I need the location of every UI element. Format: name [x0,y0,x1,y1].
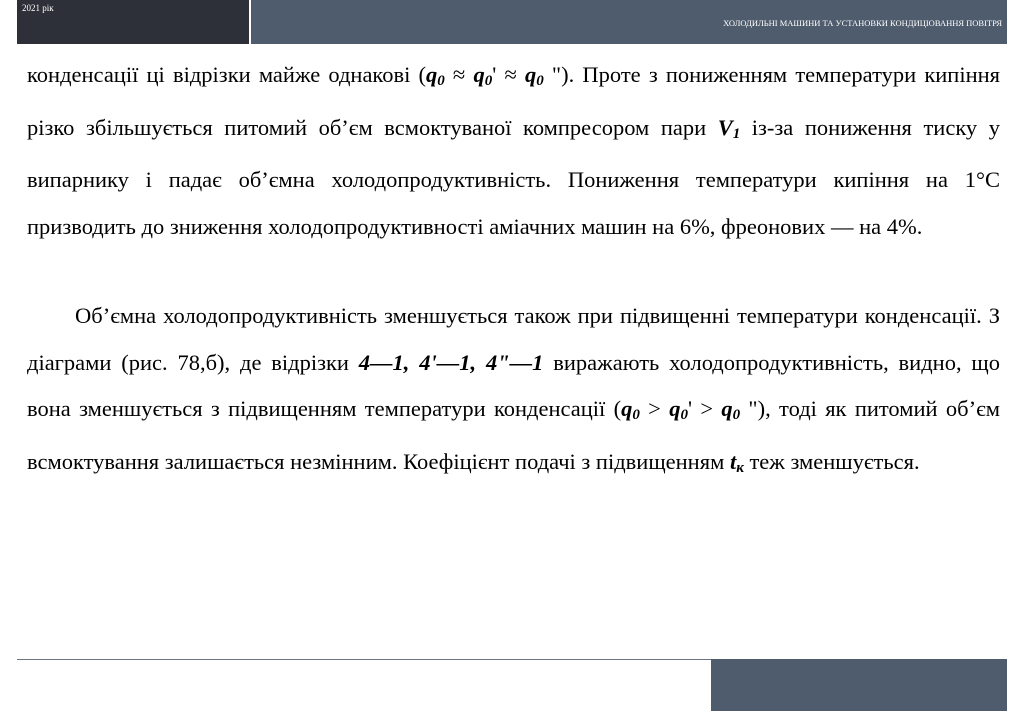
footer-block [711,659,1007,711]
segments-label: 4—1, 4'—1, 4"—1 [358,349,544,375]
paragraph-2: Об’ємна холодопродуктивність зменшується також при підвищенні температури конденсації. З діаграми (рис. 78,б), де відрізки 4—1, 4'—1, 4"—1 виражають холодопродуктивність, видно, що вона зменшується з підвищенням температури конденсації ($q_0 > q_0' > q_0$ "), тоді як питомий об’єм всмоктування залишається незмінним. Коефіцієнт подачі з підвищенням $t_к$ теж зменшується. [27,303,1000,476]
footer-divider [17,659,711,660]
header-year-block [17,0,249,44]
paragraph-1: конденсації ці відрізки майже однакові ($q_0 \approx q_0' \approx q_0$ "). Проте з пониженням температури кипіння різко збільшується питомий об’єм всмоктуваної компресором пари $V_1$ із-за пониження тиску у випарнику і падає об’ємна холодопродуктивність. Пониження температури кипіння на 1°С призводить до зниження холодопродуктивності аміачних машин на 6%, фреонових — на 4%. [27,62,1001,239]
header-title-block [251,0,1007,44]
page-content [27,52,1000,491]
header-title: ХОЛОДИЛЬНІ МАШИНИ ТА УСТАНОВКИ КОНДИЦІОВАННЯ ПОВІТРЯ [723,18,1002,28]
header-year: 2021 рік [22,3,54,13]
